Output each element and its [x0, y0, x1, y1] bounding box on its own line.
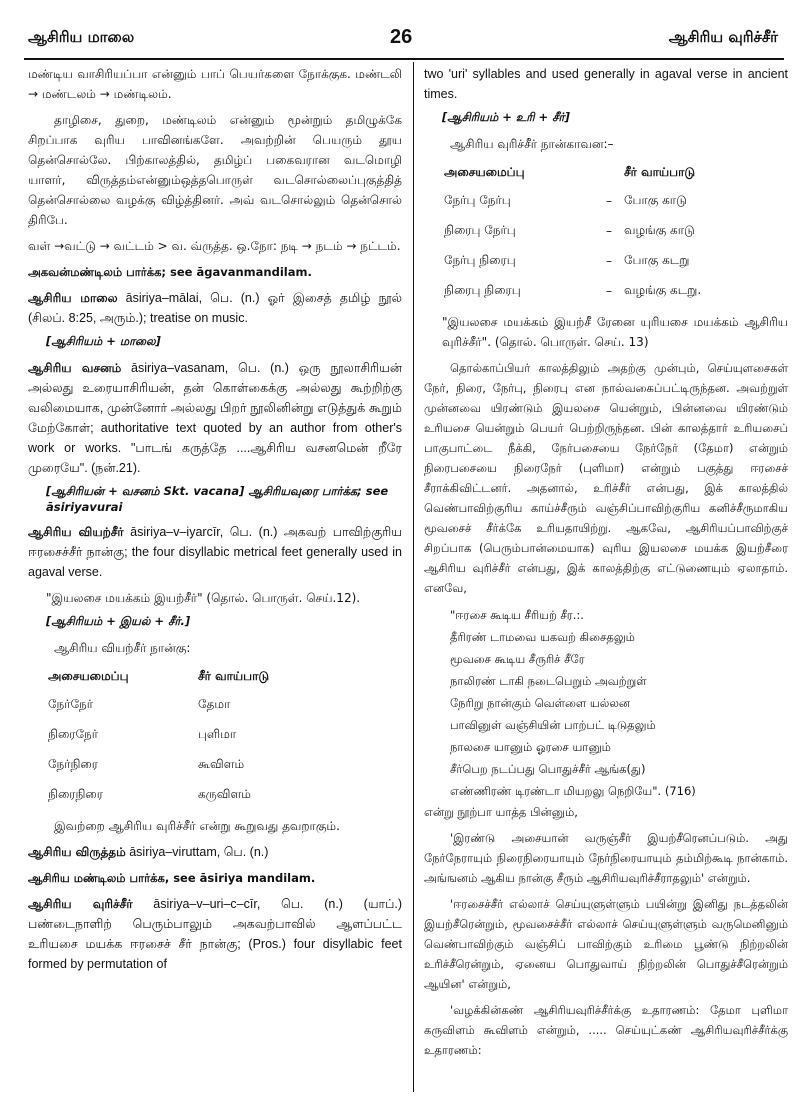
table-cell: நேர்நிரை	[48, 757, 98, 771]
table-header-cell: அசையமைப்பு	[444, 165, 525, 179]
table-cell: போகு காடு	[624, 193, 687, 207]
table-cell: நிரைநேர்	[48, 727, 98, 741]
table-row	[444, 246, 701, 276]
table-cell: நிரைபு நிரைபு	[444, 283, 521, 297]
cross-reference: ஆசிரிய மண்டிலம் பார்க்க, see āsiriya mandilam.	[28, 871, 316, 885]
note-paragraph: இவற்றை ஆசிரிய வுரிச்சீர் என்று கூறுவது தவறாகும்.	[54, 819, 340, 833]
table-cell: கருவிளம்	[198, 787, 251, 801]
verse-line: சீர்பெற நடப்பது பொதுச்சீர் ஆங்க(து)	[450, 762, 646, 776]
table-cell: –	[606, 194, 612, 208]
entry-definition: āsiriya–v–uri–c–cīr, பெ. (n.) (யாப்.) பண்டைநாளிற் பெரும்பாலும் அகவற்பாவில் ஆளப்பட்ட உரியசை மயக்க ஈரசைச் சீர் நான்கு; (Pros.) four disyllabic feet formed by permutation of	[28, 897, 402, 971]
header-rule	[24, 58, 784, 60]
table-cell: தேமா	[198, 697, 231, 711]
continuation-paragraph: மண்டிய வாசிரியப்பா என்னும் பாப் பெயர்களை நோக்குக. மண்டலி → மண்டலம் → மண்டிலம்.	[28, 67, 402, 101]
etymology: [ஆசிரியம் + இயல் + சீர்.]	[46, 614, 191, 628]
verse-block	[450, 604, 788, 802]
entry-headword: ஆசிரிய வசனம்	[28, 361, 122, 375]
verse-line: "ஈரசை கூடிய சீரியற் சீர.:.	[450, 608, 584, 622]
table-intro: ஆசிரிய வுரிச்சீர் நான்காவன:–	[450, 137, 614, 151]
entry-headword: ஆசிரிய வுரிச்சீர்	[28, 897, 133, 911]
table-row	[48, 690, 269, 720]
cross-reference: அகவன்மண்டிலம் பார்க்க; see āgavanmandilam.	[28, 265, 312, 279]
table-header-cell: சீர் வாய்பாடு	[624, 165, 696, 179]
page-number: 26	[390, 26, 413, 48]
verse-line: நாலிரண் டாகி நடைபெறும் அவற்றுள்	[450, 674, 647, 688]
citation-quote: "இயலசை மயக்கம் இயற்சீர்" (தொல். பொருள். செய்.12).	[46, 591, 361, 605]
column-divider	[413, 62, 414, 1092]
table-cell: போகு கடறு	[624, 253, 690, 267]
table-cell: வழங்கு காடு	[624, 223, 695, 237]
metre-table	[444, 160, 701, 306]
table-cell: நேர்நேர்	[48, 697, 93, 711]
entry-asiriya-viruttam	[28, 842, 402, 862]
entry-definition: āsiriya–v–iyarcīr, பெ. (n.) அகவற் பாவிற்குரிய ஈரசைச்சீர் நான்கு; the four disyllabic metrical feet generally used in agaval verse.	[28, 525, 402, 579]
entry-asiriya-vuriccir	[28, 894, 402, 974]
etymology: [ஆசிரியம் + உரி + சீர்]	[442, 110, 570, 124]
table-row	[444, 216, 701, 246]
body-paragraph: 'இரண்டு அசையான் வருஞ்சீர் இயற்சீரெனப்படும். அது நேர்நேராயும் நிரைநிரையாயும் நேர்நிரையாயும் தம்மிற்கூடி நான்காம். அங்ஙனம் ஆகிய நான்கு சீரும் ஆசிரியவுரிச்சீராதலும்' என்றும்.	[424, 831, 788, 885]
entry-asiriya-viyarcir	[28, 522, 402, 582]
table-header-cell: அசையமைப்பு	[48, 669, 129, 683]
table-header-cell: சீர் வாய்பாடு	[198, 669, 270, 683]
entry-headword: ஆசிரிய மாலை	[28, 291, 118, 305]
page-header	[0, 0, 800, 58]
verse-line: எண்ணிரண் டிரண்டா மியறலு நெறியே". (716)	[450, 784, 696, 798]
verse-line: மூவசை கூடிய சீருரிச் சீரே	[450, 652, 585, 666]
table-cell: புளிமா	[198, 727, 237, 741]
entry-definition: āsiriya–viruttam, பெ. (n.)	[125, 845, 269, 859]
table-header-row	[444, 160, 701, 186]
table-cell: வழங்கு கடறு.	[624, 283, 702, 297]
table-cell: கூவிளம்	[198, 757, 245, 771]
entry-definition: āsiriya–mālai, பெ. (n.) ஓர் இசைத் தமிழ் நூல் (சிலப். 8:25, அரும்.); treatise on music.	[28, 291, 402, 325]
table-row	[444, 186, 701, 216]
table-cell: நிரைநிரை	[48, 787, 103, 801]
table-cell: –	[606, 284, 612, 298]
table-row	[48, 750, 269, 780]
table-cell: –	[606, 224, 612, 238]
body-paragraph: தொல்காப்பியர் காலத்திலும் அதற்கு முன்பும், செய்யுளசைகள் நேர், நிரை, நேர்பு, நிரைபு என நால்வகைப்பட்டிருந்தன. அவற்றுள் முன்னவை யிரண்டும் இயலசை யென்றும், பின்னவை யிரண்டும் உரியசை யென்றும் பெயர் பெற்றிருந்தன. பின் காலத்தார் உரியசைப் பாகுபாட்டை நீக்கி, நேர்பசையை நேர்நேர் (தேமா) என்றும் நிரைபசையை நிரைநேர் (புளிமா) என்றும் பகுத்து ஈரசைச் சீராக்கிவிட்டனர். அதனால், உரிச்சீர் என்பது, இக் காலத்தில் வெண்பாவிற்குரிய காய்ச்சீரும் வஞ்சிப்பாவிற்குரிய கனிச்சீருமாகிய மூவசைச் சீர்க்கே உரியதாயிற்று. ஆகவே, ஆசிரியப்பாவிற்குச் சிறப்பாக (பெரும்பான்மையாக) வுரிய இயலசை மயக்க இயற்சீரை ஆசிரிய வுரிச்சீர் என்பது, இக் காலத்திற்கு எட்டுணையும் ஏலாதாம். எனவே,	[424, 361, 788, 595]
running-head-right: ஆசிரிய வுரிச்சீர்	[668, 28, 778, 46]
table-cell: நேர்பு நிரைபு	[444, 253, 516, 267]
citation-quote: "இயலசை மயக்கம் இயற்சீ ரேனை யுரியசை மயக்கம் ஆசிரிய வுரிச்சீர்". (தொல். பொருள். செய். 13)	[442, 315, 788, 349]
table-header-row	[48, 664, 269, 690]
left-column	[28, 64, 402, 1094]
table-row	[48, 720, 269, 750]
entry-asiriya-malai	[28, 288, 402, 328]
body-paragraph: 'வழக்கின்கண் ஆசிரியவுரிச்சீர்க்கு உதாரணம்: தேமா புளிமா கருவிளம் கூவிளம் என்றும், ..... செய்யுட்கண் ஆசிரியவுரிச்சீர்க்கு உதாரணம்:	[424, 1003, 788, 1057]
table-row	[48, 780, 269, 810]
body-paragraph: 'ஈரசைச்சீர் எல்லாச் செய்யுளுள்ளும் பயின்று இனிது நடத்தலின் இயற்சீரென்றும், மூவசைச்சீர் எல்லாச் செய்யுளுள்ளும் வருமெனினும் வெண்பாவிற்கும் வஞ்சிப் பாவிற்கும் உரிமை பூண்டு நிற்றலின் உரிச்சீரென்றும், ஏனைய பொதுவாய் நிற்றலின் பொதுச்சீரென்றும் ஆயின' என்றும்,	[424, 897, 788, 991]
metre-table	[48, 664, 269, 810]
running-head-left: ஆசிரிய மாலை	[28, 28, 135, 46]
derivation-line: வள் →வட்டு → வட்டம் > வ. வ்ருத்த. ஒ.நோ: நடி → நடம் → நட்டம்.	[28, 239, 401, 253]
verse-line: தீரிரண் டாமவை யகவற் கிசைதலும்	[450, 630, 635, 644]
entry-asiriya-vasanam	[28, 358, 402, 478]
entry-headword: ஆசிரிய விருத்தம்	[28, 845, 126, 859]
right-column	[424, 64, 788, 1094]
entry-headword: ஆசிரிய வியற்சீர்	[28, 525, 124, 539]
entry-definition: āsiriya–vasanam, பெ. (n.) ஒரு நூலாசிரியன் அல்லது உரையாசிரியன், தன் கொள்கைக்கு அல்லது கூற்றிற்கு வலிமையாக, முன்னோர் அல்லது பிறர் நூலினின்று எடுத்துக் கூறும் மேற்கோள்; authoritative text quoted by an author from other's work or works. "பாடங் கருத்தே ....ஆசிரிய வசனமென் றீரே முரையே". (நன்.21).	[28, 361, 402, 475]
table-cell: நிரைபு நேர்பு	[444, 223, 516, 237]
verse-line: பாவினுள் வஞ்சியின் பாற்பட் டிடுதலும்	[450, 718, 656, 732]
table-cell: –	[606, 254, 612, 268]
continuation-paragraph: two 'uri' syllables and used generally in agaval verse in ancient times.	[424, 67, 788, 101]
etymology: [ஆசிரியம் + மாலை]	[46, 334, 161, 348]
verse-line: நாலசை யானும் ஓரசை யானும்	[450, 740, 611, 754]
table-cell: நேர்பு நேர்பு	[444, 193, 511, 207]
body-paragraph: தாழிசை, துறை, மண்டிலம் என்னும் மூன்றும் தமிழுக்கே சிறப்பாக வுரிய பாவினங்களே. அவற்றின் பெயரும் தூய தென்சொல்லே. பிற்காலத்தில், தமிழ்ப் பகைவரான வடமொழி யாளர், விருத்தம்என்னும்ஒத்தபொருள் வடசொல்லைப்புகுத்தித் தென்சொல்லை வழக்கு விழ்த்தினர். அவ் வடசொல்லும் தென்சொல் திரிபே.	[28, 113, 402, 227]
verse-line: நேரிறு நான்கும் வெள்ளை யல்லன	[450, 696, 631, 710]
table-row	[444, 276, 701, 306]
body-paragraph: என்று நூற்பா யாத்த பின்னும்,	[424, 805, 578, 819]
etymology: [ஆசிரியன் + வசனம் Skt. vacana] ஆசிரியவுரை பார்க்க; see āsiriyavurai	[46, 484, 389, 514]
table-intro: ஆசிரிய வியற்சீர் நான்கு:	[54, 641, 191, 655]
